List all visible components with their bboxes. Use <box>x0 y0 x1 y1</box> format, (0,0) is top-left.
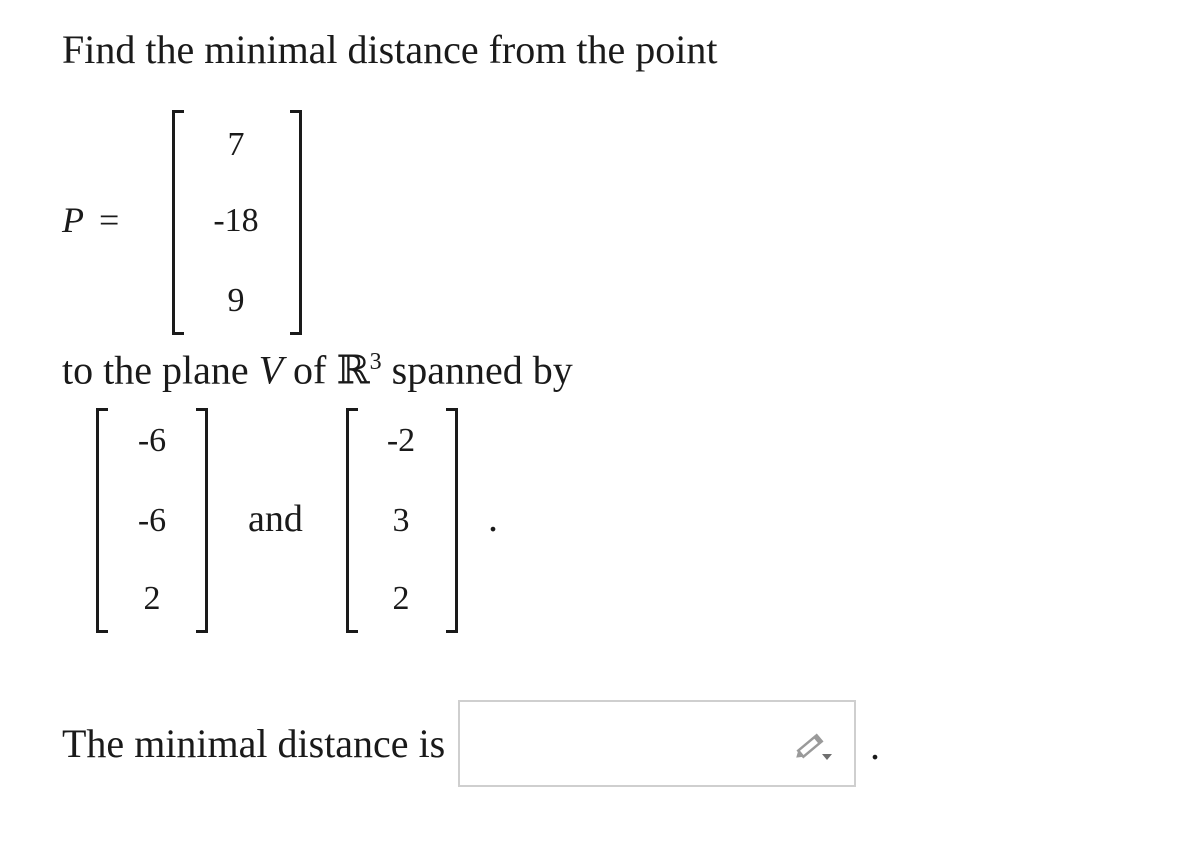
vector1-right-bracket <box>196 408 208 633</box>
point-entry-3: 9 <box>227 282 245 319</box>
plane-text-before: to the plane <box>62 347 249 393</box>
answer-field[interactable] <box>458 700 856 787</box>
vector1-entry-2: -6 <box>137 502 167 539</box>
space-symbol: ℝ <box>336 347 370 393</box>
answer-period: . <box>870 723 880 768</box>
point-entry-2: -18 <box>213 202 259 239</box>
vector2-entry-3: 2 <box>392 580 410 617</box>
plane-sentence <box>62 347 573 393</box>
sentence-period: . <box>488 495 498 540</box>
and-word: and <box>248 498 303 540</box>
space-exponent: 3 <box>369 349 382 375</box>
point-matrix-left-bracket <box>172 110 184 335</box>
equals-sign: = <box>99 200 120 240</box>
plane-var: V <box>258 347 284 393</box>
question-intro: Find the minimal distance from the point <box>62 27 718 72</box>
point-label: P <box>62 200 84 240</box>
point-entry-1: 7 <box>227 126 245 163</box>
plane-text-after: spanned by <box>391 347 573 393</box>
vector1-entry-1: -6 <box>137 422 167 459</box>
answer-input[interactable] <box>466 708 790 781</box>
pencil-icon-svg <box>792 728 836 764</box>
point-matrix-right-bracket <box>290 110 302 335</box>
answer-label: The minimal distance is <box>62 721 446 766</box>
vector1-entry-3: 2 <box>143 580 161 617</box>
plane-text-of: of <box>293 347 327 393</box>
point-definition <box>62 202 119 238</box>
vector2-right-bracket <box>446 408 458 633</box>
vector2-entry-1: -2 <box>386 422 416 459</box>
pencil-dropdown-icon[interactable] <box>792 728 836 764</box>
vector2-entry-2: 3 <box>392 502 410 539</box>
